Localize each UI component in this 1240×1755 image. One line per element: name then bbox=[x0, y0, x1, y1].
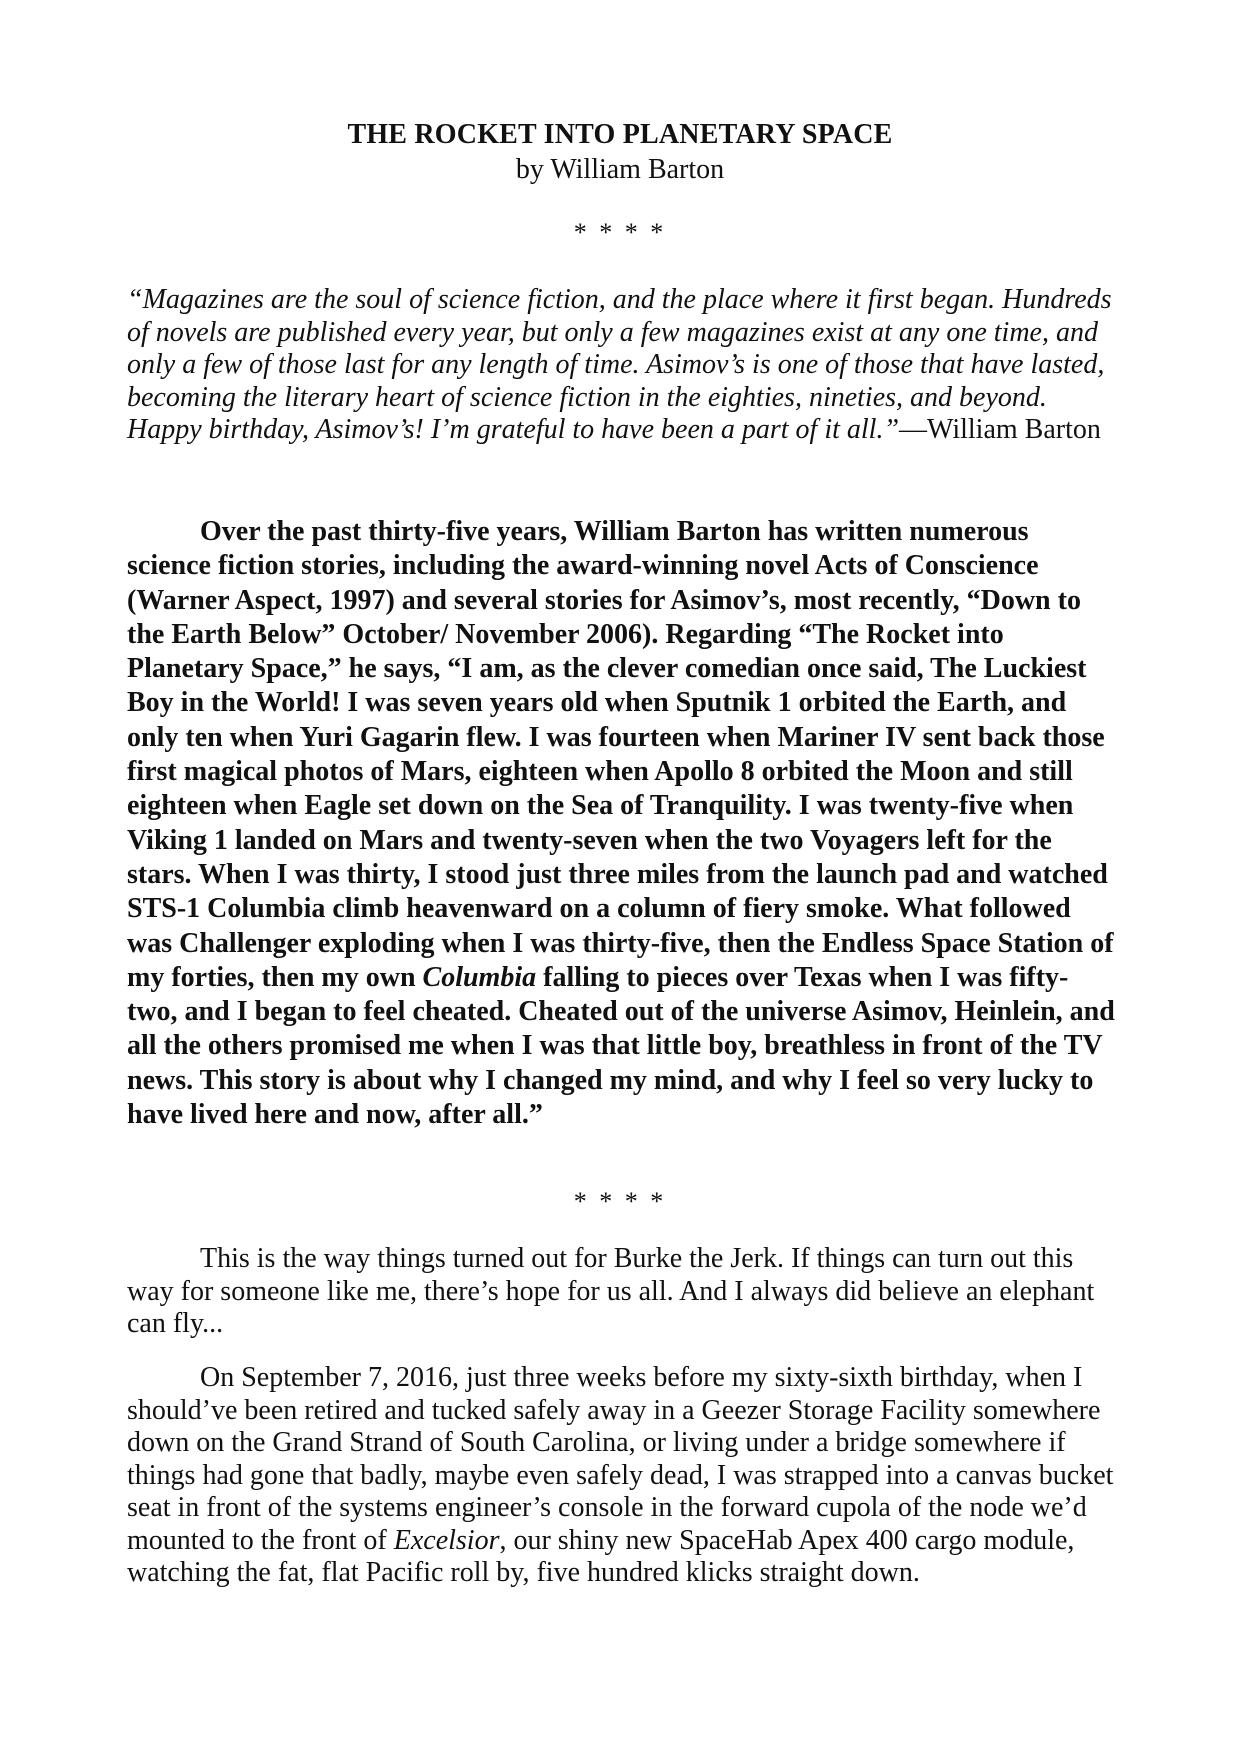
epigraph-attribution: —William Barton bbox=[899, 414, 1101, 445]
author-introduction bbox=[127, 515, 1117, 1132]
author-byline: by William Barton bbox=[515, 154, 725, 185]
intro-text-part1: Over the past thirty-five years, William Barton has written numerous science fiction stories, including the award-winning novel Acts of Conscience (Warner Aspect, 1997) and several stories for Asimov’s, most recently, “Down to the Earth Below” October/ November 2006). Regarding “The Rocket into Planetary Space,” he says, “I am, as the clever comedian once said, The Luckiest Boy in the World! I was seven years old when Sputnik 1 orbited the Earth, and only ten when Yuri Gagarin flew. I was fourteen when Mariner IV sent back those first magical photos of Mars, eighteen when Apollo 8 orbited the Moon and still eighteen when Eagle set down on the Sea of Tranquility. I was twenty-five when Viking 1 landed on Mars and twenty-seven when the two Voyagers left for the stars. When I was thirty, I stood just three miles from the launch pad and watched STS-1 Columbia climb heavenward on a column of fiery smoke. What followed was Challenger exploding when I was thirty-five, then the Endless Space Station of my forties, then my own bbox=[127, 516, 1114, 993]
section-separator-2: * * * * bbox=[573, 1187, 667, 1216]
epigraph-quote: “Magazines are the soul of science fiction, and the place where it first began. Hundreds of novels are published every year, but only a few magazines exist at any one time, and only a few of those last for any length of time. Asimov’s is one of those that have lasted, becoming the literary heart of science fiction in the eighties, nineties, and beyond. Happy birthday, Asimov’s! I’m grateful to have been a part of it all.” bbox=[127, 284, 1112, 445]
intro-text-part2: falling to pieces over Texas when I was fifty-two, and I began to feel cheated. Cheated out of the universe Asimov, Heinlein, and all the others promised me when I was that little boy, breathless in front of the TV news. This story is about why I changed my mind, and why I feel so very lucky to have lived here and now, after all.” bbox=[127, 961, 1115, 1131]
body-paragraph-1: This is the way things turned out for Burke the Jerk. If things can turn out this way for someone like me, there’s hope for us all. And I always did believe an elephant can fly... bbox=[127, 1243, 1095, 1339]
section-separator: * * * * bbox=[573, 218, 667, 247]
para2-text-part2: , our shiny new SpaceHab Apex 400 cargo module, watching the fat, flat Pacific roll by, five hundred klicks straight down. bbox=[127, 1524, 1075, 1588]
body-paragraph-2 bbox=[127, 1362, 1117, 1590]
intro-italic-columbia: Columbia bbox=[422, 961, 537, 993]
epigraph bbox=[127, 284, 1127, 447]
para2-text-part1: On September 7, 2016, just three weeks before my sixty-sixth birthday, when I should’ve been retired and tucked safely away in a Geezer Storage Facility somewhere down on the Grand Strand of South Carolina, or living under a bridge somewhere if things had gone that badly, maybe even safely dead, I was strapped into a canvas bucket seat in front of the systems engineer’s console in the forward cupola of the node we’d mounted to the front of bbox=[127, 1362, 1114, 1556]
para2-italic-excelsior: Excelsior bbox=[393, 1524, 500, 1556]
story-title: THE ROCKET INTO PLANETARY SPACE bbox=[347, 119, 893, 150]
